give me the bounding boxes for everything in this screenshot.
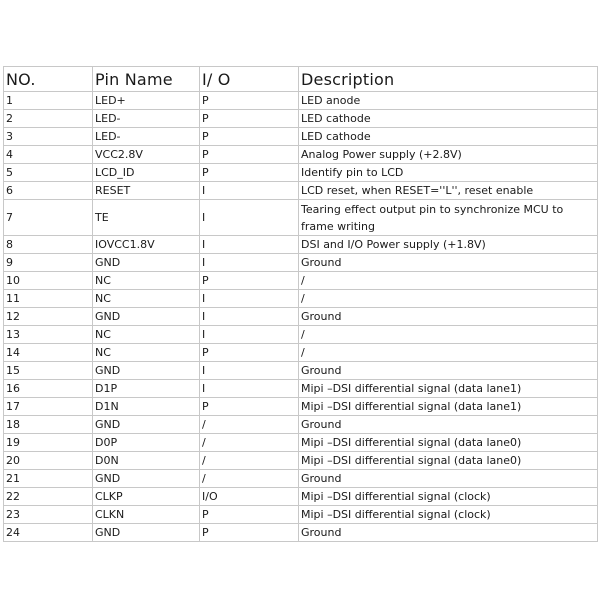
cell-pin-name: CLKP <box>93 488 200 506</box>
header-pin-name: Pin Name <box>93 67 200 92</box>
cell-io: I <box>200 380 299 398</box>
cell-pin-name: NC <box>93 290 200 308</box>
table-row <box>4 254 598 272</box>
cell-description: Tearing effect output pin to synchronize MCU to frame writing <box>299 200 598 236</box>
table-row <box>4 146 598 164</box>
cell-description: LCD reset, when RESET=''L'', reset enable <box>299 182 598 200</box>
cell-no: 16 <box>4 380 93 398</box>
cell-io: I <box>200 236 299 254</box>
cell-io: P <box>200 272 299 290</box>
cell-io: I <box>200 200 299 236</box>
table-row <box>4 398 598 416</box>
cell-description: Analog Power supply (+2.8V) <box>299 146 598 164</box>
cell-no: 3 <box>4 128 93 146</box>
cell-no: 17 <box>4 398 93 416</box>
cell-no: 23 <box>4 506 93 524</box>
table-row <box>4 164 598 182</box>
cell-pin-name: GND <box>93 308 200 326</box>
cell-description: Mipi –DSI differential signal (clock) <box>299 506 598 524</box>
cell-io: P <box>200 524 299 542</box>
cell-pin-name: GND <box>93 362 200 380</box>
table-row <box>4 128 598 146</box>
cell-no: 6 <box>4 182 93 200</box>
table-row <box>4 524 598 542</box>
cell-no: 4 <box>4 146 93 164</box>
cell-no: 20 <box>4 452 93 470</box>
table-row <box>4 92 598 110</box>
cell-io: / <box>200 416 299 434</box>
cell-pin-name: NC <box>93 326 200 344</box>
cell-no: 9 <box>4 254 93 272</box>
cell-pin-name: LCD_ID <box>93 164 200 182</box>
table-row <box>4 236 598 254</box>
cell-description: LED cathode <box>299 110 598 128</box>
cell-io: P <box>200 146 299 164</box>
cell-no: 10 <box>4 272 93 290</box>
cell-pin-name: NC <box>93 272 200 290</box>
cell-pin-name: NC <box>93 344 200 362</box>
header-description: Description <box>299 67 598 92</box>
cell-io: I <box>200 326 299 344</box>
cell-description: / <box>299 326 598 344</box>
cell-description: DSI and I/O Power supply (+1.8V) <box>299 236 598 254</box>
cell-pin-name: GND <box>93 470 200 488</box>
table-row <box>4 416 598 434</box>
cell-no: 24 <box>4 524 93 542</box>
cell-no: 11 <box>4 290 93 308</box>
cell-io: / <box>200 434 299 452</box>
cell-io: P <box>200 92 299 110</box>
cell-pin-name: LED- <box>93 110 200 128</box>
cell-pin-name: GND <box>93 524 200 542</box>
cell-pin-name: VCC2.8V <box>93 146 200 164</box>
cell-pin-name: D0N <box>93 452 200 470</box>
cell-description: Mipi –DSI differential signal (clock) <box>299 488 598 506</box>
cell-no: 15 <box>4 362 93 380</box>
cell-pin-name: CLKN <box>93 506 200 524</box>
cell-description: Ground <box>299 470 598 488</box>
table-row <box>4 272 598 290</box>
table-row <box>4 362 598 380</box>
table-row <box>4 488 598 506</box>
cell-description: LED anode <box>299 92 598 110</box>
pin-definition-table <box>3 66 598 542</box>
table-body <box>4 92 598 542</box>
cell-io: P <box>200 344 299 362</box>
cell-description: Mipi –DSI differential signal (data lane1) <box>299 398 598 416</box>
cell-description: / <box>299 344 598 362</box>
cell-pin-name: LED- <box>93 128 200 146</box>
cell-io: / <box>200 470 299 488</box>
cell-no: 1 <box>4 92 93 110</box>
cell-no: 21 <box>4 470 93 488</box>
cell-no: 22 <box>4 488 93 506</box>
cell-no: 13 <box>4 326 93 344</box>
cell-no: 18 <box>4 416 93 434</box>
table-row <box>4 470 598 488</box>
cell-description: Mipi –DSI differential signal (data lane0) <box>299 434 598 452</box>
cell-io: P <box>200 128 299 146</box>
cell-io: I <box>200 182 299 200</box>
cell-no: 5 <box>4 164 93 182</box>
header-io: I/ O <box>200 67 299 92</box>
cell-pin-name: TE <box>93 200 200 236</box>
cell-io: I <box>200 362 299 380</box>
cell-pin-name: D1N <box>93 398 200 416</box>
cell-pin-name: IOVCC1.8V <box>93 236 200 254</box>
cell-description: Ground <box>299 362 598 380</box>
cell-no: 14 <box>4 344 93 362</box>
cell-io: I/O <box>200 488 299 506</box>
cell-pin-name: D1P <box>93 380 200 398</box>
cell-io: P <box>200 110 299 128</box>
table-row <box>4 326 598 344</box>
cell-pin-name: LED+ <box>93 92 200 110</box>
header-no: NO. <box>4 67 93 92</box>
table-row <box>4 380 598 398</box>
cell-no: 2 <box>4 110 93 128</box>
cell-io: / <box>200 452 299 470</box>
cell-no: 12 <box>4 308 93 326</box>
cell-description: Identify pin to LCD <box>299 164 598 182</box>
table-row <box>4 290 598 308</box>
cell-description: LED cathode <box>299 128 598 146</box>
cell-description: / <box>299 290 598 308</box>
cell-description: / <box>299 272 598 290</box>
table-row <box>4 452 598 470</box>
cell-pin-name: D0P <box>93 434 200 452</box>
table-row <box>4 182 598 200</box>
cell-description: Mipi –DSI differential signal (data lane1) <box>299 380 598 398</box>
cell-pin-name: RESET <box>93 182 200 200</box>
cell-io: P <box>200 164 299 182</box>
cell-no: 19 <box>4 434 93 452</box>
cell-io: P <box>200 398 299 416</box>
table-row <box>4 506 598 524</box>
cell-pin-name: GND <box>93 416 200 434</box>
table-row <box>4 434 598 452</box>
cell-io: I <box>200 290 299 308</box>
cell-io: I <box>200 254 299 272</box>
cell-io: P <box>200 506 299 524</box>
table-row <box>4 200 598 236</box>
cell-pin-name: GND <box>93 254 200 272</box>
cell-description: Ground <box>299 254 598 272</box>
table-row <box>4 344 598 362</box>
cell-no: 7 <box>4 200 93 236</box>
cell-no: 8 <box>4 236 93 254</box>
table-row <box>4 308 598 326</box>
cell-description: Ground <box>299 308 598 326</box>
cell-description: Mipi –DSI differential signal (data lane0) <box>299 452 598 470</box>
table-header-row <box>4 67 598 92</box>
cell-io: I <box>200 308 299 326</box>
table-row <box>4 110 598 128</box>
cell-description: Ground <box>299 524 598 542</box>
cell-description: Ground <box>299 416 598 434</box>
